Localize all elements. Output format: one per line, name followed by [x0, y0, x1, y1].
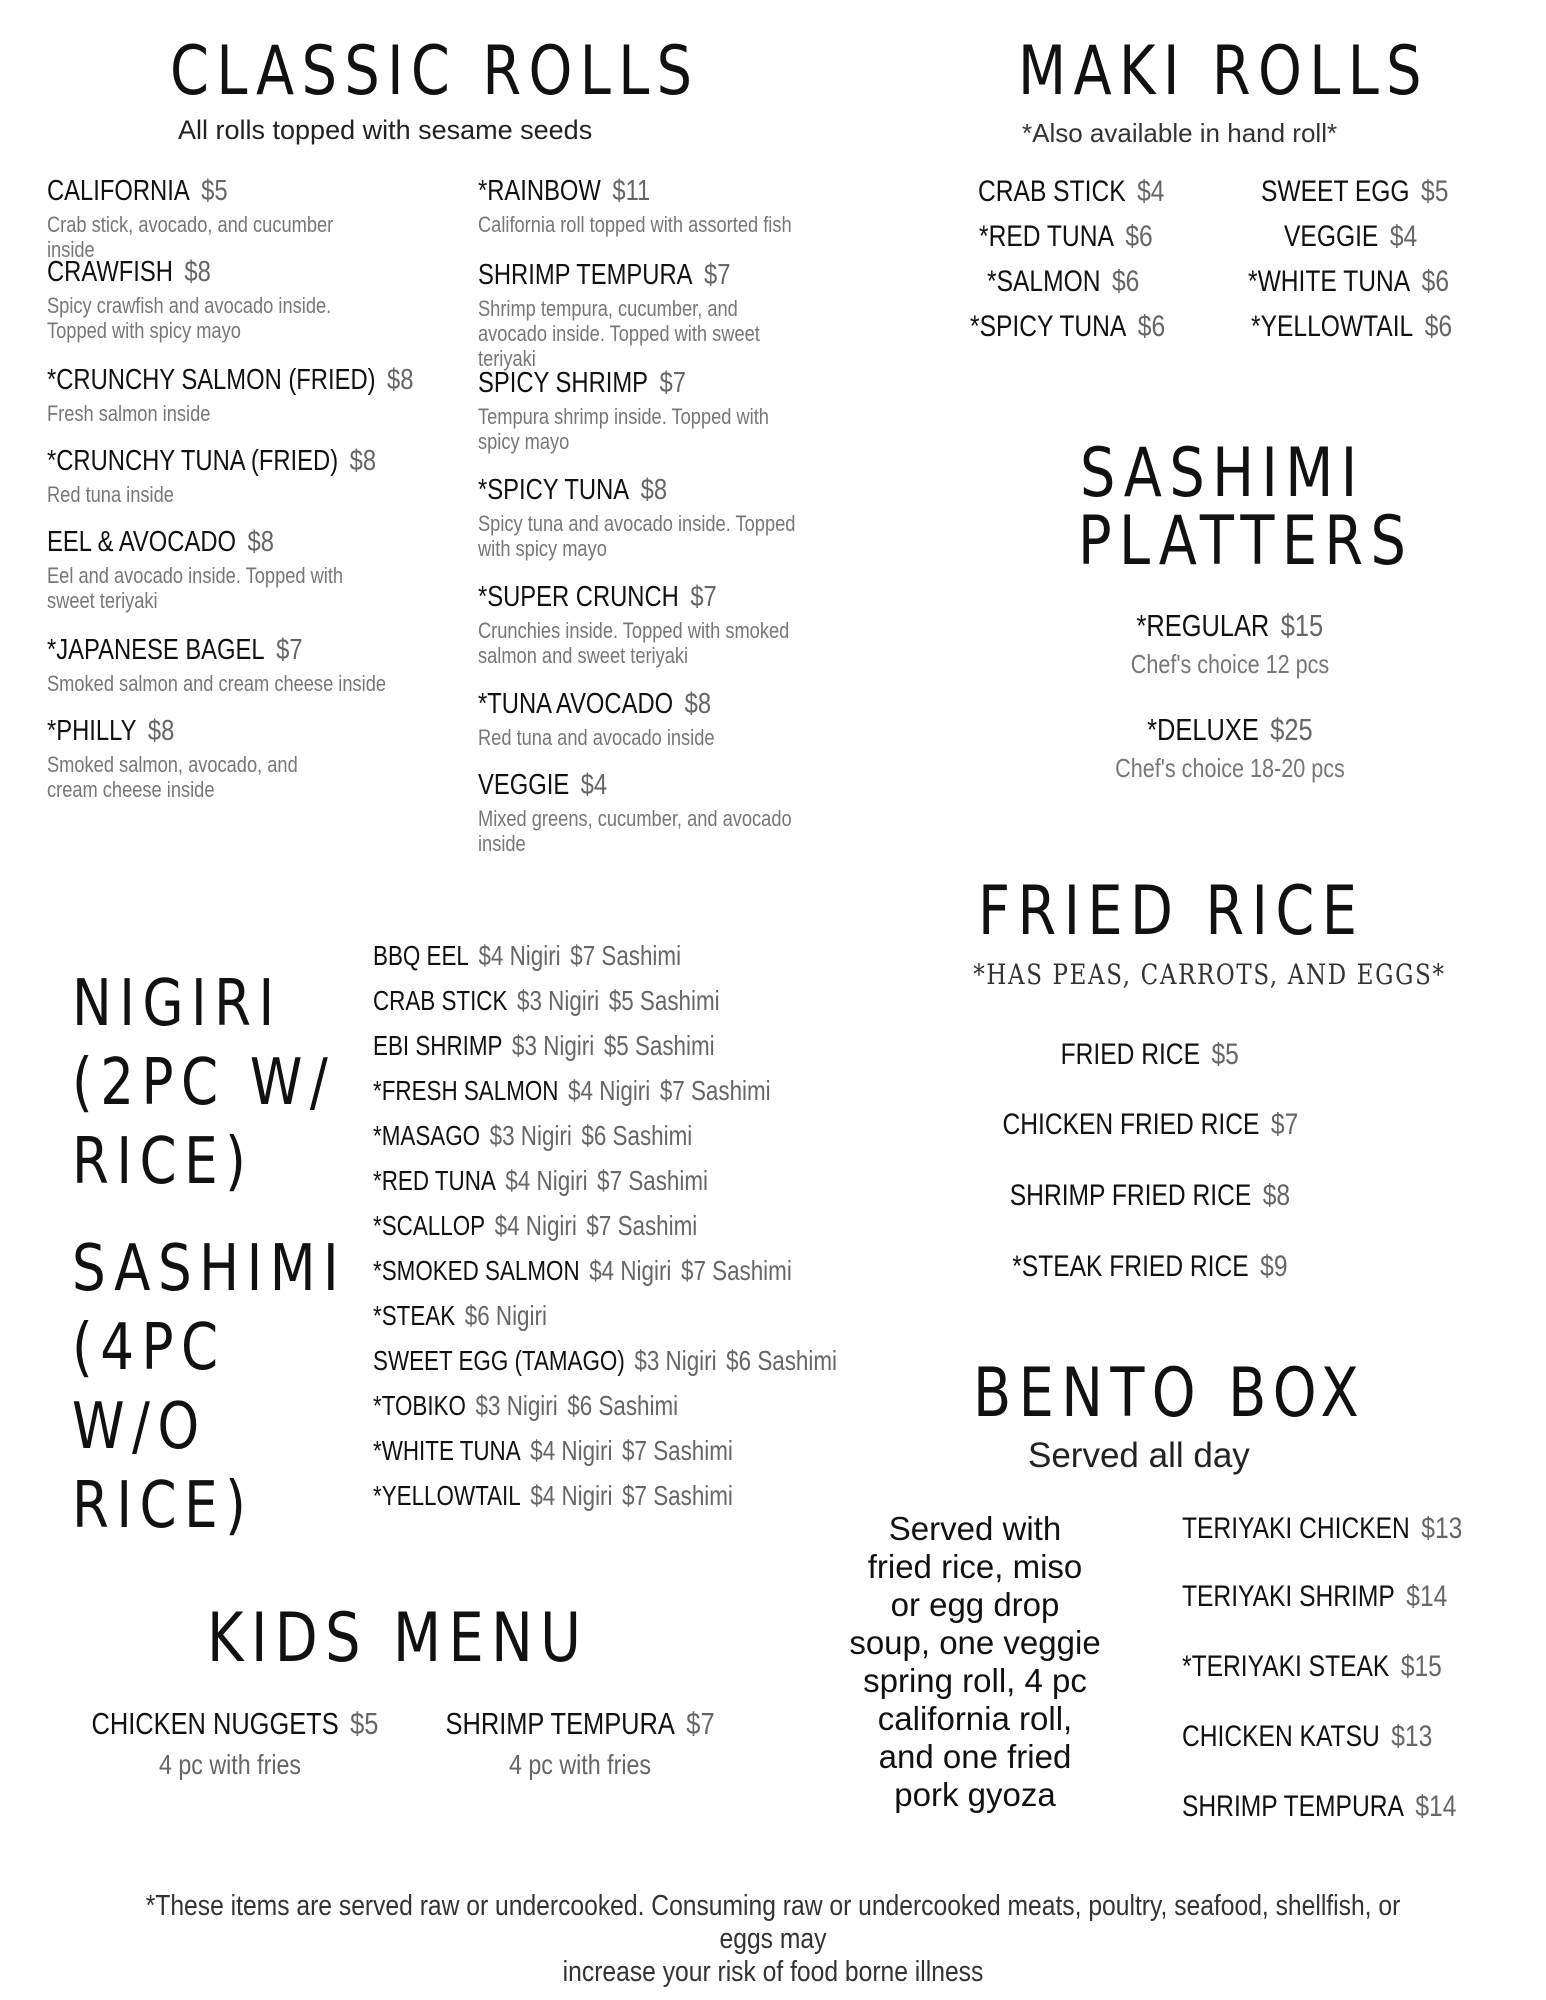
item-price: $14: [1415, 1790, 1457, 1823]
item-price: $7: [1270, 1108, 1298, 1141]
classic-rolls-title: CLASSIC ROLLS: [170, 32, 700, 111]
item-description: Crunchies inside. Topped with smoked salmon and sweet teriyaki: [478, 618, 790, 668]
item-name: *JAPANESE BAGEL: [47, 634, 265, 666]
item-name: *WHITE TUNA: [1248, 265, 1411, 298]
item-price: $5: [1211, 1038, 1240, 1071]
disclaimer-line: *These items are served raw or undercooked. Consuming raw or undercooked meats, poultry, seafood, shellfish, or eggs may: [145, 1890, 1401, 1955]
item-price: $5: [350, 1706, 379, 1741]
menu-item: [60, 1706, 400, 1780]
item-name: SWEET EGG (TAMAGO): [373, 1345, 625, 1376]
menu-item: [1248, 265, 1493, 299]
menu-item: [950, 1038, 1350, 1072]
item-name: *TUNA AVOCADO: [478, 688, 674, 720]
item-description: 4 pc with fries: [158, 1749, 302, 1780]
item-price: $11: [612, 175, 651, 207]
nigiri-price: $4 Nigiri: [494, 1210, 577, 1241]
item-price: $8: [349, 445, 377, 477]
fried-rice-title: FRIED RICE: [978, 872, 1365, 951]
menu-item: [478, 259, 878, 371]
menu-item: [1182, 1512, 1524, 1546]
sashimi-price: $7 Sashimi: [622, 1435, 733, 1466]
nigiri-item: [373, 1390, 678, 1422]
menu-item: [987, 265, 1173, 299]
item-name: *STEAK FRIED RICE: [1012, 1250, 1249, 1283]
item-name: *SPICY TUNA: [478, 474, 630, 506]
bento-description-line: california roll,: [877, 1700, 1073, 1737]
menu-item: [1261, 175, 1490, 209]
item-price: $15: [1280, 608, 1324, 643]
item-description: Chef's choice 12 pcs: [1130, 649, 1330, 679]
item-description: Eel and avocado inside. Topped with sweet teriyaki: [47, 563, 344, 613]
menu-item: [478, 581, 908, 668]
item-name: *TOBIKO: [373, 1390, 466, 1421]
raw-food-disclaimer: [116, 1890, 1430, 1989]
item-description: Shrimp tempura, cucumber, and avocado inside. Topped with sweet teriyaki: [478, 296, 760, 371]
nigiri-item: [373, 1345, 837, 1377]
nigiri-price: $4 Nigiri: [478, 940, 561, 971]
nigiri-title-line: (2PC W/: [72, 1046, 336, 1120]
item-name: SHRIMP TEMPURA: [1182, 1790, 1404, 1823]
item-description: California roll topped with assorted fish: [478, 212, 792, 237]
menu-item: [1040, 712, 1420, 781]
nigiri-price: $3 Nigiri: [517, 985, 600, 1016]
nigiri-title-line: RICE): [72, 1125, 254, 1199]
item-name: *YELLOWTAIL: [373, 1480, 521, 1511]
nigiri-item: [373, 985, 720, 1017]
menu-item: [1182, 1720, 1487, 1754]
item-price: $8: [684, 688, 712, 720]
menu-item: [478, 688, 908, 750]
item-description: Crab stick, avocado, and cucumber inside: [47, 212, 334, 262]
item-name: *DELUXE: [1147, 712, 1259, 747]
sashimi-title-line: W/O: [72, 1390, 207, 1464]
menu-item: [478, 175, 878, 237]
item-price: $4: [580, 769, 608, 801]
nigiri-price: $4 Nigiri: [530, 1435, 613, 1466]
item-description: Chef's choice 18-20 pcs: [1115, 753, 1345, 783]
menu-item: [478, 474, 878, 561]
menu-item: [478, 367, 878, 454]
item-name: *SMOKED SALMON: [373, 1255, 580, 1286]
item-price: $6: [1125, 220, 1153, 253]
item-price: $4: [1137, 175, 1165, 208]
item-name: *PHILLY: [47, 715, 137, 747]
menu-item: [47, 634, 487, 696]
nigiri-item: [373, 1255, 792, 1287]
item-name: CRAB STICK: [373, 985, 508, 1016]
menu-item: [47, 175, 447, 262]
sashimi-price: $7 Sashimi: [570, 940, 682, 971]
item-description: Spicy tuna and avocado inside. Topped with spicy mayo: [478, 511, 796, 561]
item-price: $4: [1389, 220, 1418, 253]
sashimi-price: $7 Sashimi: [622, 1480, 733, 1511]
item-name: *YELLOWTAIL: [1251, 310, 1414, 343]
menu-item: [970, 310, 1208, 344]
item-price: $7: [659, 367, 686, 399]
item-price: $7: [276, 634, 303, 666]
bento-description-line: Served with: [888, 1510, 1062, 1547]
item-price: $8: [1262, 1179, 1291, 1212]
item-name: FRIED RICE: [1060, 1038, 1201, 1071]
sashimi-price: $5 Sashimi: [608, 985, 720, 1016]
item-name: CHICKEN NUGGETS: [91, 1706, 339, 1741]
item-description: Fresh salmon inside: [47, 401, 211, 426]
item-price: $15: [1400, 1650, 1442, 1683]
nigiri-price: $3 Nigiri: [489, 1120, 572, 1151]
nigiri-price: $3 Nigiri: [475, 1390, 558, 1421]
item-price: $6: [1111, 265, 1140, 298]
nigiri-title-line: NIGIRI: [72, 967, 282, 1041]
nigiri-title: [72, 965, 335, 1202]
menu-item: [1040, 608, 1420, 677]
nigiri-item: [373, 1165, 708, 1197]
menu-item: [47, 256, 447, 343]
item-description: Mixed greens, cucumber, and avocado inside: [478, 806, 792, 856]
item-price: $8: [147, 715, 175, 747]
sashimi-price: $6 Sashimi: [567, 1390, 679, 1421]
item-name: CHICKEN KATSU: [1182, 1720, 1380, 1753]
sashimi-title-line: SASHIMI: [72, 1232, 347, 1306]
item-name: SWEET EGG: [1261, 175, 1410, 208]
item-description: 4 pc with fries: [508, 1749, 652, 1780]
sashimi-title-line: (4PC: [72, 1311, 226, 1385]
menu-item: [1182, 1650, 1499, 1684]
nigiri-item: [373, 1030, 715, 1062]
item-name: CALIFORNIA: [47, 175, 190, 207]
item-name: SHRIMP TEMPURA: [445, 1706, 675, 1741]
item-name: *REGULAR: [1136, 608, 1270, 643]
bento-box-title: BENTO BOX: [973, 1354, 1367, 1433]
menu-item: [47, 364, 487, 426]
sashimi-title-line: RICE): [72, 1469, 254, 1543]
bento-description-line: spring roll, 4 pc: [863, 1662, 1087, 1699]
disclaimer-line: increase your risk of food borne illness: [562, 1956, 984, 1988]
item-name: CRAB STICK: [978, 175, 1126, 208]
menu-item: [979, 220, 1191, 254]
bento-description-line: fried rice, miso: [867, 1548, 1083, 1585]
item-name: *RAINBOW: [478, 175, 601, 207]
nigiri-item: [373, 1480, 733, 1512]
item-price: $6: [1421, 265, 1450, 298]
item-name: SHRIMP TEMPURA: [478, 259, 693, 291]
sashimi-platters-title-line1: SASHIMI: [1080, 434, 1365, 513]
bento-description-line: soup, one veggie: [849, 1624, 1101, 1661]
nigiri-item: [373, 1075, 771, 1107]
sashimi-price: $7 Sashimi: [586, 1210, 698, 1241]
nigiri-item: [373, 1300, 557, 1332]
item-name: *TERIYAKI STEAK: [1182, 1650, 1390, 1683]
kids-menu-title: KIDS MENU: [207, 1599, 589, 1678]
item-name: *SALMON: [987, 265, 1101, 298]
item-name: *RED TUNA: [979, 220, 1114, 253]
item-price: $8: [387, 364, 414, 396]
item-name: *RED TUNA: [373, 1165, 496, 1196]
sashimi-title: [72, 1230, 346, 1546]
item-name: *CRUNCHY SALMON (FRIED): [47, 364, 376, 396]
item-price: $25: [1270, 712, 1313, 747]
sashimi-price: $6 Sashimi: [726, 1345, 837, 1376]
sashimi-platters-title-line2: PLATTERS: [1078, 502, 1414, 581]
item-price: $5: [1421, 175, 1449, 208]
fried-rice-subtitle: *HAS PEAS, CARROTS, AND EGGS*: [973, 958, 1446, 991]
item-price: $9: [1260, 1250, 1288, 1283]
item-name: *MASAGO: [373, 1120, 481, 1151]
maki-rolls-subtitle: *Also available in hand roll*: [1022, 118, 1338, 148]
item-name: *FRESH SALMON: [373, 1075, 559, 1106]
item-name: SHRIMP FRIED RICE: [1009, 1179, 1252, 1212]
nigiri-item: [373, 1435, 733, 1467]
item-description: Red tuna inside: [47, 482, 174, 507]
item-name: CRAWFISH: [47, 256, 173, 288]
classic-rolls-subtitle: All rolls topped with sesame seeds: [178, 115, 593, 145]
menu-item: [47, 445, 487, 507]
item-description: Red tuna and avocado inside: [478, 725, 715, 750]
nigiri-price: $4 Nigiri: [530, 1480, 613, 1511]
menu-item: [47, 526, 447, 613]
menu-item: [950, 1179, 1350, 1213]
item-price: $8: [640, 474, 668, 506]
item-name: EEL & AVOCADO: [47, 526, 236, 558]
menu-item: [47, 715, 397, 802]
item-name: TERIYAKI CHICKEN: [1182, 1512, 1410, 1545]
bento-description: [830, 1510, 1120, 1814]
nigiri-item: [373, 1210, 697, 1242]
item-name: VEGGIE: [478, 769, 570, 801]
item-name: BBQ EEL: [373, 940, 469, 971]
item-price: $8: [184, 256, 211, 288]
sashimi-price: $5 Sashimi: [603, 1030, 715, 1061]
item-name: *SPICY TUNA: [970, 310, 1127, 343]
item-description: Spicy crawfish and avocado inside. Topped with spicy mayo: [47, 293, 332, 343]
bento-description-line: or egg drop: [890, 1586, 1060, 1623]
item-name: EBI SHRIMP: [373, 1030, 503, 1061]
item-price: $6: [1424, 310, 1453, 343]
menu-item: [410, 1706, 750, 1780]
nigiri-price: $4 Nigiri: [589, 1255, 672, 1286]
item-price: $7: [690, 581, 717, 613]
menu-item: [1284, 220, 1446, 254]
bento-box-subtitle: Served all day: [1028, 1436, 1250, 1475]
item-name: *CRUNCHY TUNA (FRIED): [47, 445, 339, 477]
item-price: $8: [247, 526, 274, 558]
nigiri-price: $4 Nigiri: [505, 1165, 588, 1196]
sashimi-price: $7 Sashimi: [659, 1075, 771, 1106]
nigiri-price: $3 Nigiri: [634, 1345, 717, 1376]
sashimi-price: $7 Sashimi: [597, 1165, 708, 1196]
item-name: *SCALLOP: [373, 1210, 486, 1241]
item-price: $5: [201, 175, 228, 207]
nigiri-price: $3 Nigiri: [512, 1030, 595, 1061]
menu-item: [478, 769, 908, 856]
item-description: Smoked salmon and cream cheese inside: [47, 671, 387, 696]
item-price: $7: [703, 259, 731, 291]
item-name: SPICY SHRIMP: [478, 367, 649, 399]
item-description: Smoked salmon, avocado, and cream cheese inside: [47, 752, 298, 802]
maki-rolls-title: MAKI ROLLS: [1018, 32, 1429, 111]
menu-item: [950, 1108, 1350, 1142]
item-name: *SUPER CRUNCH: [478, 581, 679, 613]
item-name: TERIYAKI SHRIMP: [1182, 1580, 1395, 1613]
menu-item: [1182, 1580, 1506, 1614]
bento-description-line: and one fried: [878, 1738, 1072, 1775]
sashimi-price: $7 Sashimi: [680, 1255, 792, 1286]
item-price: $13: [1391, 1720, 1433, 1753]
item-price: $7: [686, 1706, 715, 1741]
item-name: *STEAK: [373, 1300, 456, 1331]
item-name: CHICKEN FRIED RICE: [1002, 1108, 1260, 1141]
item-price: $13: [1421, 1512, 1463, 1545]
item-name: *WHITE TUNA: [373, 1435, 521, 1466]
nigiri-item: [373, 1120, 692, 1152]
nigiri-price: $4 Nigiri: [568, 1075, 651, 1106]
sashimi-price: $6 Sashimi: [581, 1120, 693, 1151]
item-name: VEGGIE: [1284, 220, 1379, 253]
item-description: Tempura shrimp inside. Topped with spicy mayo: [478, 404, 769, 454]
nigiri-price: $6 Nigiri: [464, 1300, 547, 1331]
menu-item: [978, 175, 1205, 209]
nigiri-item: [373, 940, 681, 972]
item-price: $14: [1406, 1580, 1448, 1613]
menu-item: [1182, 1790, 1517, 1824]
item-price: $6: [1137, 310, 1166, 343]
bento-description-line: pork gyoza: [894, 1776, 1056, 1813]
menu-item: [1251, 310, 1496, 344]
menu-item: [950, 1250, 1350, 1284]
